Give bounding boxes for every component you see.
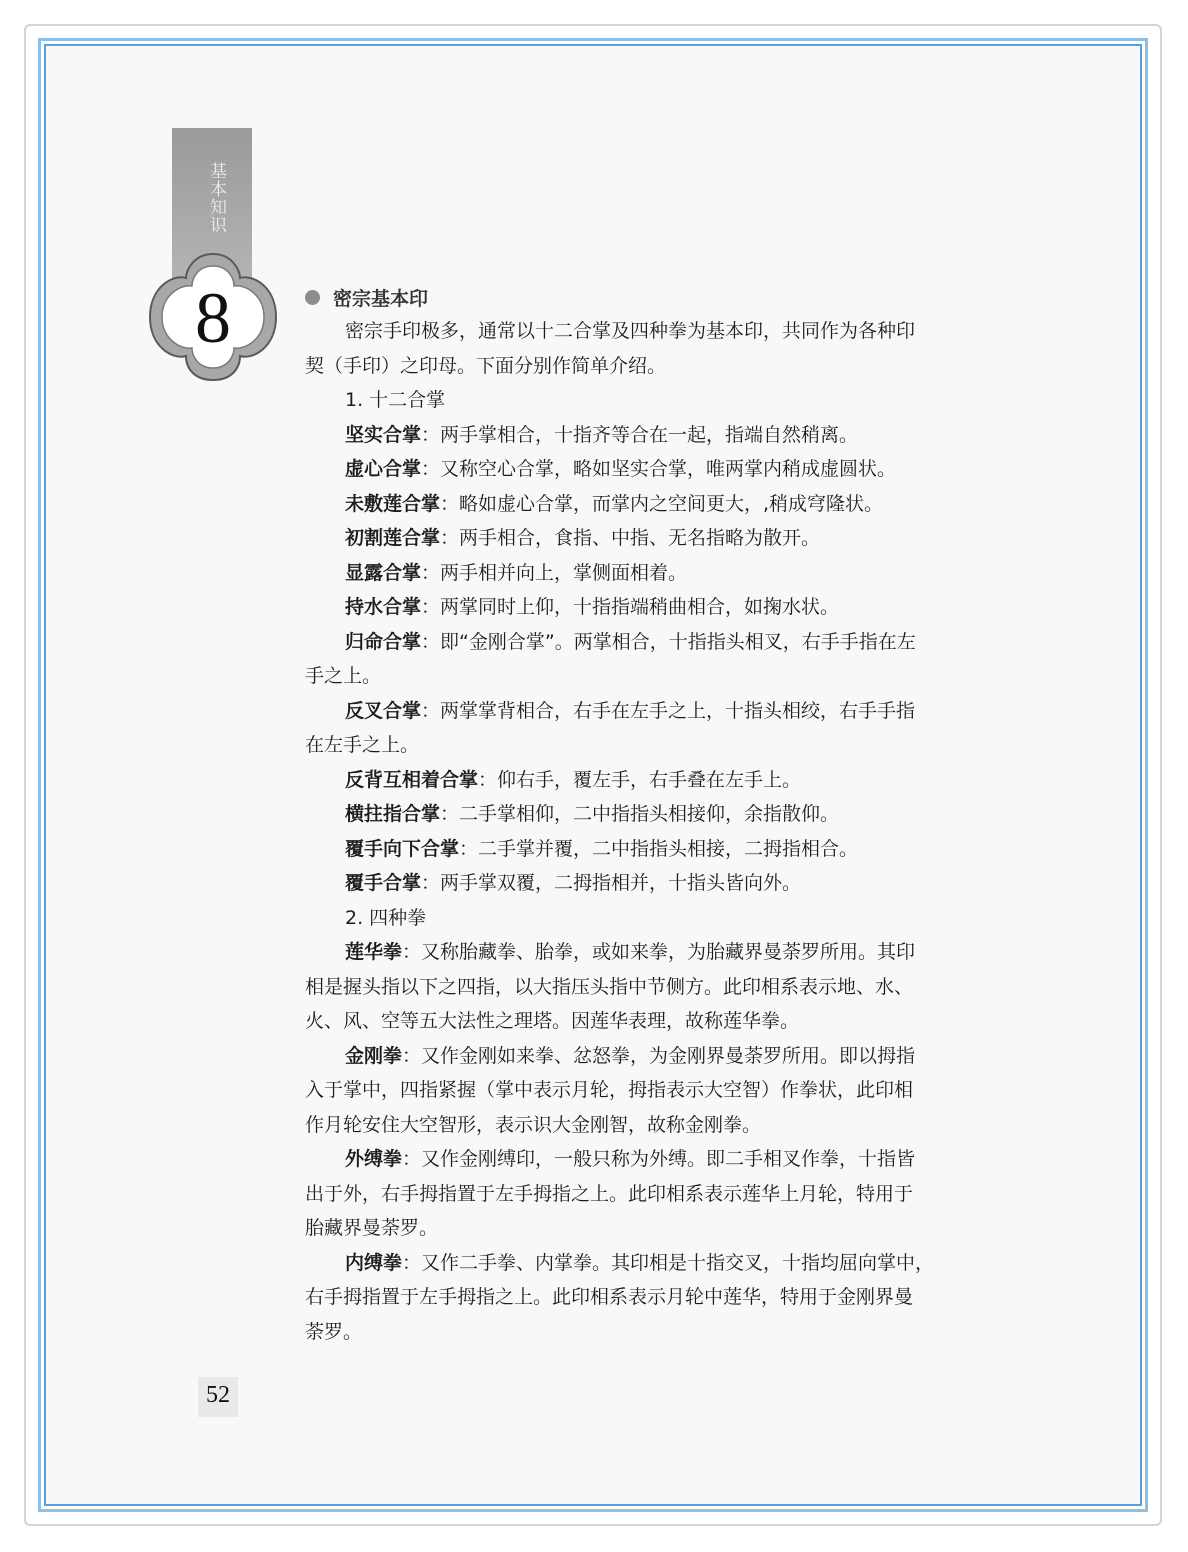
definition: ：两手相并向上，掌侧面相着。 <box>421 562 688 584</box>
fist-entry-continued: 胎藏界曼荼罗。 <box>305 1217 439 1239</box>
page-number: 52 <box>206 1382 230 1408</box>
fist-entry <box>305 935 1035 970</box>
term: 虚心合掌 <box>345 458 422 480</box>
palm-entry <box>305 487 1035 522</box>
palm-entry <box>305 452 1035 487</box>
palm-entry <box>305 832 1035 867</box>
definition: ：两手相合，食指、中指、无名指略为散开。 <box>440 527 821 549</box>
term: 持水合掌 <box>345 596 422 618</box>
definition: ：两掌同时上仰，十指指端稍曲相合，如掬水状。 <box>421 596 840 618</box>
term: 反背互相着合掌 <box>345 769 479 791</box>
term: 内缚拳 <box>345 1252 403 1274</box>
term: 坚实合掌 <box>345 424 422 446</box>
term: 莲华拳 <box>345 941 403 963</box>
term: 覆手合掌 <box>345 872 422 894</box>
section-heading <box>305 282 428 312</box>
palm-entry-continued: 在左手之上。 <box>305 734 420 756</box>
intro-line: 契（手印）之印母。下面分别作简单介绍。 <box>305 355 667 377</box>
intro-line: 密宗手印极多，通常以十二合掌及四种拳为基本印，共同作为各种印 <box>345 320 916 342</box>
palm-entry <box>305 866 1035 901</box>
fist-entry-continued: 相是握头指以下之四指，以大指压头指中节侧方。此印相系表示地、水、 <box>305 976 914 998</box>
term: 显露合掌 <box>345 562 422 584</box>
fist-entry <box>305 1142 1035 1177</box>
term: 外缚拳 <box>345 1148 403 1170</box>
palm-entry <box>305 521 1035 556</box>
term: 横拄指合掌 <box>345 803 441 825</box>
definition: ：两手掌双覆，二拇指相并，十指头皆向外。 <box>421 872 802 894</box>
fist-entry <box>305 1039 1035 1074</box>
fist-entry-continued: 出于外，右手拇指置于左手拇指之上。此印相系表示莲华上月轮，特用于 <box>305 1183 914 1205</box>
definition: ：二手掌相仰，二中指指头相接仰，余指散仰。 <box>440 803 840 825</box>
definition: ：即“金刚合掌”。两掌相合，十指指头相叉，右手手指在左 <box>421 631 916 653</box>
definition: ：略如虚心合掌，而掌内之空间更大，,稍成穹隆状。 <box>440 493 884 515</box>
term: 归命合掌 <box>345 631 422 653</box>
palm-entry <box>305 694 1035 729</box>
fist-entry <box>305 1246 1035 1281</box>
definition: ：又作金刚如来拳、忿怒拳，为金刚界曼荼罗所用。即以拇指 <box>402 1045 916 1067</box>
definition: ：又作金刚缚印，一般只称为外缚。即二手相叉作拳，十指皆 <box>402 1148 916 1170</box>
definition: ：二手掌并覆，二中指指头相接，二拇指相合。 <box>459 838 859 860</box>
subheading-four-fists: 2. 四种拳 <box>345 907 427 929</box>
definition: ：又称胎藏拳、胎拳，或如来拳，为胎藏界曼荼罗所用。其印 <box>402 941 916 963</box>
term: 反叉合掌 <box>345 700 422 722</box>
chapter-tab-label: 基本知识 <box>206 162 226 234</box>
definition: ：又称空心合掌，略如坚实合掌，唯两掌内稍成虚圆状。 <box>421 458 897 480</box>
palm-entry <box>305 556 1035 591</box>
palm-entry <box>305 625 1035 660</box>
definition: ：两掌掌背相合，右手在左手之上，十指头相绞，右手手指 <box>421 700 916 722</box>
palm-entry-continued: 手之上。 <box>305 665 382 687</box>
fist-entry-continued: 作月轮安住大空智形，表示识大金刚智，故称金刚拳。 <box>305 1114 762 1136</box>
subheading-twelve-palms: 1. 十二合掌 <box>345 389 446 411</box>
term: 金刚拳 <box>345 1045 403 1067</box>
chapter-number: 8 <box>195 278 231 358</box>
palm-entry <box>305 590 1035 625</box>
palm-entry <box>305 418 1035 453</box>
term: 覆手向下合掌 <box>345 838 460 860</box>
term: 未敷莲合掌 <box>345 493 441 515</box>
fist-entry-continued: 右手拇指置于左手拇指之上。此印相系表示月轮中莲华，特用于金刚界曼 <box>305 1286 914 1308</box>
definition: ：又作二手拳、内掌拳。其印相是十指交叉，十指均屈向掌中， <box>402 1252 935 1274</box>
fist-entry-continued: 荼罗。 <box>305 1321 363 1343</box>
fist-entry-continued: 入于掌中，四指紧握（掌中表示月轮，拇指表示大空智）作拳状，此印相 <box>305 1079 914 1101</box>
palm-entry <box>305 763 1035 798</box>
bullet-icon <box>305 290 320 305</box>
section-title: 密宗基本印 <box>333 287 429 310</box>
definition: ：两手掌相合，十指齐等合在一起，指端自然稍离。 <box>421 424 859 446</box>
fist-entry-continued: 火、风、空等五大法性之理塔。因莲华表理，故称莲华拳。 <box>305 1010 800 1032</box>
palm-entry <box>305 797 1035 832</box>
term: 初割莲合掌 <box>345 527 441 549</box>
definition: ：仰右手，覆左手，右手叠在左手上。 <box>478 769 802 791</box>
